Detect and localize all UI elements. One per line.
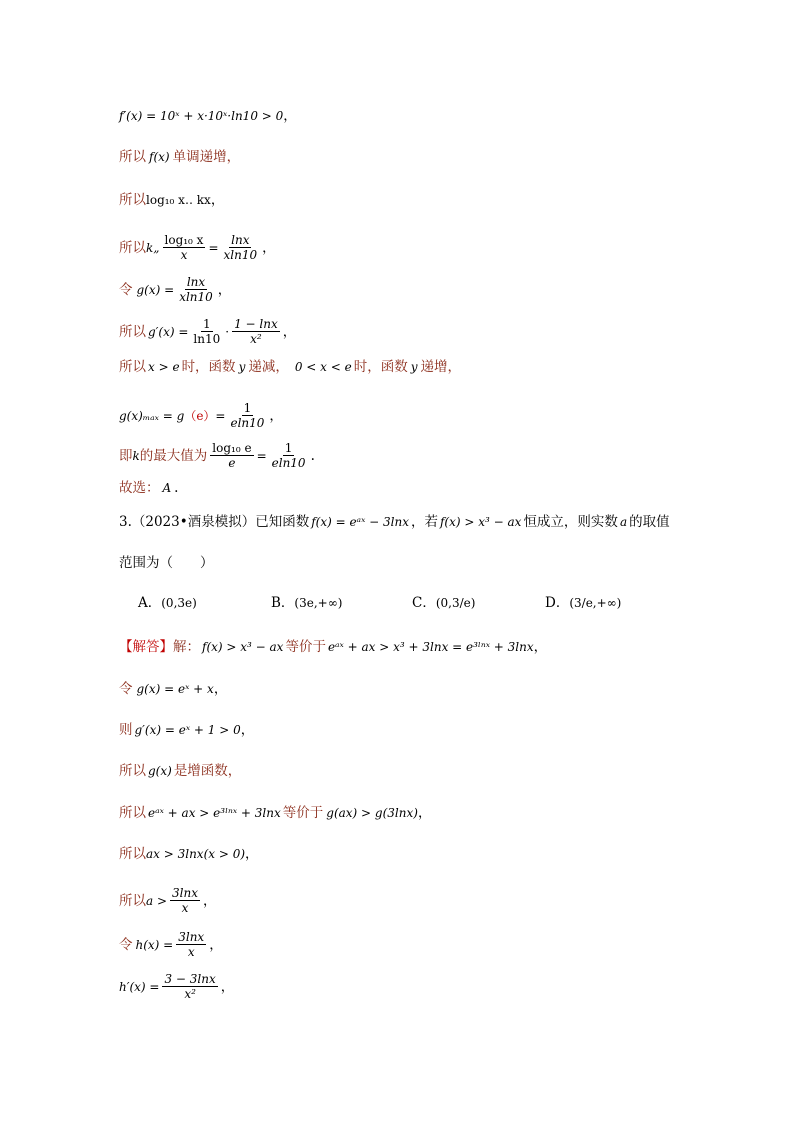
k-symbol: k„: [146, 240, 160, 255]
k-max-line: 即 k 的最大值为 $\frac{\text{log₁₀ e}}{e}$ = $\frac{1}{eln10}$ .: [119, 441, 315, 470]
monotonic-text: 单调递增，: [172, 149, 241, 165]
punct: ，: [210, 192, 225, 208]
g2-derivative-line: 则 g′(x) = eˣ + 1 > 0 ，: [119, 722, 255, 738]
monotonic-line: [119, 149, 240, 165]
monotonic-interval-line: 所以 x > e 时，函数 y 递减， 0 < x < e 时，函数 y 递增，: [119, 359, 461, 375]
option-a[interactable]: A． (0,3e): [138, 595, 197, 611]
punct: ，: [283, 108, 297, 124]
fx-symbol: f(x): [149, 150, 170, 164]
fraction-log-over-x: $\frac{\text{log₁₀ x}}{x}$: [164, 233, 204, 262]
option-b[interactable]: B． (3e,+∞): [271, 595, 343, 611]
a-bound-line: 所以 a > $\frac{3\ln x}{x}$ ，: [119, 886, 217, 915]
ax-inequality-line: 所以 ax > 3lnx(x > 0) ，: [119, 846, 259, 862]
derivative-line: [119, 108, 297, 124]
option-c[interactable]: C． (0,3/e): [412, 595, 476, 611]
question-3-stem-cont: 范围为（ ）: [119, 555, 214, 571]
k-bound-line: 所以 k„ $\frac{\text{log₁₀ x}}{x}$ = $\frac{\ln x}{xln10}$ ，: [119, 233, 276, 262]
question-3-stem: 3.（2023•酒泉模拟）已知函数 f(x) = eᵃˣ − 3lnx ，若 f(x) > x³ − ax 恒成立，则实数 a 的取值: [119, 514, 670, 530]
g2-increasing-line: 所以 g(x) 是增函数，: [119, 763, 242, 779]
fraction-1-ln10: $\frac{1}{\ln 10}$: [193, 317, 221, 346]
solution-first-line: 【解答】 解： f(x) > x³ − ax 等价于 eᵃˣ + ax > x³ + 3lnx = e³ˡⁿˣ + 3lnx ，: [119, 639, 548, 655]
fraction-1-eln10: $\frac{1}{eln10}$: [230, 401, 265, 430]
h-derivative-line: h′(x) = $\frac{3 - 3\ln x}{\text{x²}}$ ，: [119, 972, 235, 1001]
fraction-g: $\frac{\ln x}{xln10}$: [179, 275, 213, 304]
prefix-text: 所以: [119, 149, 146, 165]
prefix-text: 所以: [119, 239, 146, 256]
prefix-text: 所以: [119, 323, 146, 340]
define-g2-line: 令 g(x) = eˣ + x ，: [119, 681, 228, 697]
derivative-formula: f′(x) = 10ˣ + x·10ˣ·ln10 > 0: [119, 109, 284, 123]
options-row: [0, 595, 794, 615]
fraction-3lnx-x: $\frac{3\ln x}{x}$: [172, 886, 198, 915]
log-inequality-line: [119, 192, 224, 208]
fraction-log-e: $\frac{\text{log₁₀ e}}{e}$: [212, 441, 252, 470]
option-d[interactable]: D． (3/e,+∞): [545, 595, 622, 611]
fraction-lnx: $\frac{\ln x}{xln10}$: [223, 233, 258, 262]
g-derivative-line: 所以 g′(x) = $\frac{1}{\ln 10}$ · $\frac{1 - \ln x}{\text{x²}}$ ，: [119, 317, 297, 346]
solution-tag: 【解答】: [119, 639, 173, 655]
fraction-1-eln10-b: $\frac{1}{eln10}$: [271, 441, 306, 470]
define-h-line: 令 h(x) = $\frac{3\ln x}{x}$ ，: [119, 930, 223, 959]
fraction-1-minus-lnx: $\frac{1 - \ln x}{\text{x²}}$: [234, 317, 278, 346]
answer-line: 故选： A .: [119, 480, 179, 496]
define-g-line: 令 g(x) = $\frac{\ln x}{xln10}$ ，: [119, 275, 232, 304]
prefix-text: 令: [119, 281, 133, 298]
equivalence-line: 所以 eᵃˣ + ax > e³ˡⁿˣ + 3lnx 等价于 g(ax) > g(3lnx) ，: [119, 805, 432, 821]
prefix-text: 所以: [119, 192, 146, 208]
g-max-line: g(x)ₘₐₓ = g （e） = $\frac{1}{eln10}$ ，: [119, 401, 283, 430]
fraction-h-derivative: $\frac{3 - 3\ln x}{\text{x²}}$: [164, 972, 216, 1001]
fraction-h: $\frac{3\ln x}{x}$: [178, 930, 205, 959]
log-formula: log₁₀ x‥ kx: [146, 193, 211, 207]
